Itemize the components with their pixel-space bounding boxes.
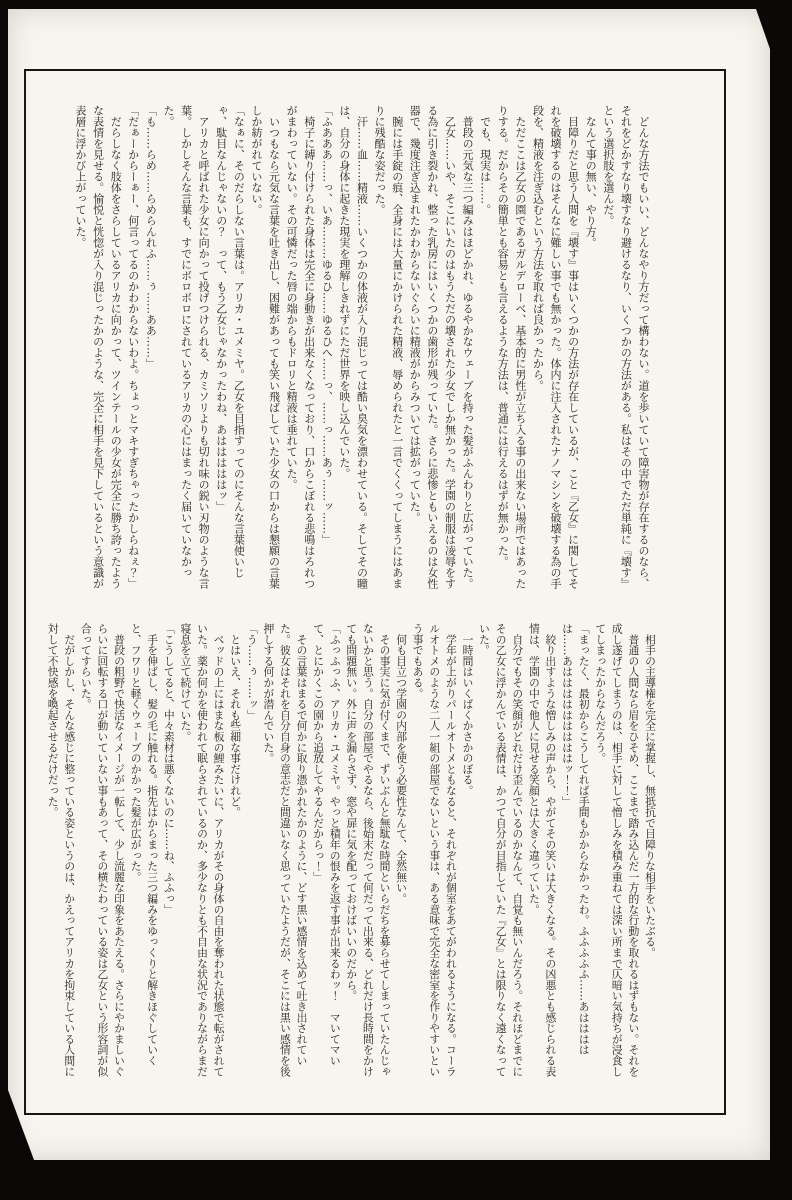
paragraph: 何も目立つ学園の内部を使う必要性なんて、全然無い。 [395,623,409,904]
paragraph: 普段の粗野で快活なイメージが一転して、少し流麗な印象をあたえる。さらにやかましいぐらいに回転する口が動いていない事もあって、その横たわっている姿は乙女という形容詞が似合ってすらいた。 [79,623,126,1077]
paragraph: だがしかし、そんな感じに整っている姿というのは、かえってアリカを拘束している人間に対して不快感を喚起させるだけだった。 [46,623,77,1077]
paragraph: 汗……血……精液……いくつかの体液が入り混じっては酷い臭気を漂わせている。そしてその瞳は、自分の身体に起きた現実を理解しきれずにただ世界を映し込んでいた。 [337,105,369,589]
paragraph: なんて事の無い、やり方。 [584,105,598,248]
paragraph: 「ふあああ……っ、いあ………ゆるひ……ゆるひへ……っ、……っ……あぅ……ッ……」 [320,105,334,545]
paragraph: 「なぁに、そのだらしない言葉は。アリカ・ユメミヤ。乙女を目指すってのにそんな言葉使いじゃ、駄目なんじゃないの？ って、もう乙女じゃなかったわね、あはははははッ」 [214,105,246,578]
paragraph: 「こうしてると、中々素材は悪くないのに……ね、ふふっ」 [162,623,176,915]
paragraph: 「ふっふっふ、アリカ・ユメミヤ。やっと積年の恨みを返す事が出来るわッ！ マいてマいて、とにかくこの園から追放してやるんだからっ！」 [312,623,342,1066]
paragraph: でも、現実は……。 [478,105,492,215]
paragraph: ベッドの上にはまな板の鯉みたいに、アリカがその身体の自由を奪われた状態で転がされていた。薬か何かを使われて眠らされているのか、多少なりとも不自由な状況でありながらまだ寝息を立て続けていた。 [179,623,226,1077]
paragraph: 学年が上がりパールオトメともなると、それぞれが個室をあてがわれるようになる。コーラルオトメのような二人一組の部屋でないという事は、ある意味で完全な密室を作りやすいという事でもある。 [411,623,458,1077]
paragraph: 絞り出すような憎しみの声から、やがてその笑いは大きくなる。その凶悪とも感じられる表情は、学園の中で他人に見せる笑顔とは大きく違っていた。 [527,623,558,1077]
paragraph: とはいえ、それも些細な事だけれど。 [229,623,243,818]
paragraph: 手を伸ばし、髪の毛に触れる。指先はからまった三つ編みをゆっくりと解きほぐしていくと、フワリと軽くウェーブのかかった髪が広がった。 [129,623,160,1066]
paragraph: 椅子に縛り付けられた身体は完全に身動きが出来なくなっており、口からこぼれる悲鳴はろれつがまわっていない。その可憐だった唇の端からもドロリと精液は垂れていた。 [285,105,316,589]
page [8,9,770,1160]
paragraph: 「も……らめ……らめらんれふ……ぅ……ああ……」 [144,105,158,369]
paragraph: どんな方法でもいい、どんなやり方だって構わない。道を歩いていて障害物が存在するのなら、それをどかすなり壊すなり避けるなり、いくつかの方法がある。私はその中でただ単純に『壊す』という選択肢を選んだ。 [601,105,650,589]
text-section-bottom [34,623,718,1085]
paragraph: 一時間はいくばくかさかのぼる。 [461,623,475,796]
paragraph: 自分でもその笑顔がどれだけ歪んでいるのかなんて、自覚も無いんだろう。それほどまでにその乙女に浮かんでいる表情は、かつて自分が目指していた『乙女』とは限りなく遠くなっていた。 [478,623,525,1077]
paragraph: 相手の主導権を完全に掌握し、無抵抗で目障りな相手をいたぶる。 [644,623,657,958]
paragraph: 「う……ぅ……ッ」 [245,623,259,721]
paragraph: 「まったく、最初からこうしてれば手間もかからなかったわ。ふふふふふ……あははははは……あはははははははははッ！！」 [561,623,591,1055]
scan-edge-wedge [756,9,770,49]
paragraph: 目障りだと思う人間を『壊す』事はいくつかの方法が存在しているが、こと『乙女』に関してそれを破壊するのはそんなに難しい事でも無かった。体内に注入されたナノマシンを破壊する為の手段を、精液を注ぎ込むという方法を取れば良かったから。 [531,105,580,589]
paragraph: 腕には手錠の痕、全身には大量にかけられた精液、辱められたと一言でくくってしまうにはあまりに残酷な姿だった。 [373,105,404,589]
paragraph: いつもなら元気な言葉を吐き出し、困難があっても笑い飛ばしていた少女の口からは懇願の言葉しか紡がれていない。 [249,105,281,589]
paragraph: ただここは乙女の園であるガルデローベ、基本的に男性が立ち入る事の出来ない場所ではあったりする。だからその簡単とも容易とも言えるような方法は、普通には行えるはずが無かった。 [496,105,527,589]
paragraph: その言葉はまるで何かに取り憑かれたかのように、どす黒い感情を込めて吐き出されていた。彼女はそれを自分自身の意志だと間違いなく思っていたようだが、そこには黒い感情を後押しする何かが潜んでいた。 [262,623,309,1077]
text-frame [24,69,726,1115]
paragraph: だらしなく肢体をさらしているアリカに向かって、ツインテールの少女が完全に勝ち誇ったような表情を見せる。愉悦と恍惚が入り混じったかのような、完全に相手を見下しているという意識が表層に浮かび上がっていた。 [74,105,123,589]
paragraph: 普段の元気な三つ編みはほどかれ、ゆるやかなウェーブを持った髪がふんわりと広がっていた。 [461,105,475,589]
text-section-top [34,105,718,595]
paragraph: 乙女……いや、そこにいたのはもうただの壊された少女でしか無かった。学園の制服は凌辱をする為に引き裂かれ、整った乳房にはいくつかの歯形が残っていた。さらに悲惨ともいえるのは女性器で、幾度注ぎ込まれたかわからないぐらいに精液がからみついては拡がっていた。 [408,105,457,589]
paragraph: 普通の人間なら眉をひそめ、ここまで踏み込んだ一方的な行動を取れるはずもない。それを成し遂げてしまうのは、相手に対して憎しみを積み重ねては深い所まで仄暗い気持ちが浸食してしまったからなんだろう。 [594,623,641,1077]
paragraph: アリカと呼ばれた少女に向かって投げつけられる、カミソリよりも切れ味の鋭い刃物のような言葉。しかしそんな言葉も、すでにボロボロにされているアリカの心にはまったく届いていなかった。 [161,105,211,589]
paragraph: その事実に気が付くまで、ずいぶんと無駄な時間といらだちを募らせてしまっていたんじゃないかと思う。自分の部屋でやるなら、後始末だって何だって出来る、どれだけ長時間をかけても問題無い。外に声を漏らさず、窓や扉に気を配っておけばいいのだから。 [345,623,392,1077]
paragraph: 「だぁーからーぁー、何言ってるのかわからないわよ。ちょっとマキすぎちゃったかしらねぇ？」 [126,105,140,589]
